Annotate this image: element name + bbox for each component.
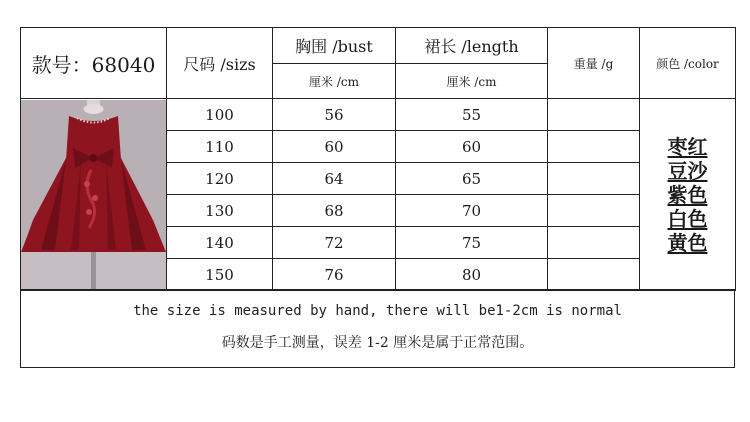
size-cell: 140 [167,227,273,259]
weight-cell [548,227,640,259]
length-unit: 厘米 /cm [396,64,548,99]
length-cell: 60 [396,131,548,163]
dress-image [21,100,166,290]
note-chinese: 码数是手工测量，误差 1-2 厘米是属于正常范围。 [221,335,534,351]
weight-header: 重量 /g [548,28,640,99]
length-header: 裙长 /length [396,28,548,64]
color-item: 枣红 [667,134,708,159]
size-table [20,27,736,291]
color-list [640,99,736,291]
bust-cell: 72 [273,227,396,259]
length-cell: 55 [396,99,548,131]
color-item: 白色 [667,206,708,231]
model-number: 款号：68040 [21,28,167,99]
size-cell: 130 [167,195,273,227]
weight-cell [548,163,640,195]
bust-header: 胸围 /bust [273,28,396,64]
color-header: 颜色 /color [640,28,736,99]
weight-cell [548,131,640,163]
bust-cell: 60 [273,131,396,163]
bust-cell: 56 [273,99,396,131]
weight-cell [548,195,640,227]
bust-cell: 68 [273,195,396,227]
size-cell: 100 [167,99,273,131]
weight-cell [548,259,640,291]
color-item: 黄色 [667,230,708,255]
length-cell: 70 [396,195,548,227]
dress-photo [21,99,167,291]
size-cell: 150 [167,259,273,291]
size-chart [20,27,735,367]
length-cell: 75 [396,227,548,259]
color-item: 紫色 [667,182,708,207]
bust-cell: 76 [273,259,396,291]
bust-cell: 64 [273,163,396,195]
note-english: the size is measured by hand, there will be1-2cm is normal [133,303,622,319]
size-cell: 120 [167,163,273,195]
bust-unit: 厘米 /cm [273,64,396,99]
table-row [21,99,736,131]
length-cell: 65 [396,163,548,195]
measurement-note [20,289,735,368]
size-header: 尺码 /sizs [167,28,273,99]
length-cell: 80 [396,259,548,291]
size-cell: 110 [167,131,273,163]
weight-cell [548,99,640,131]
color-item: 豆沙 [667,158,708,183]
